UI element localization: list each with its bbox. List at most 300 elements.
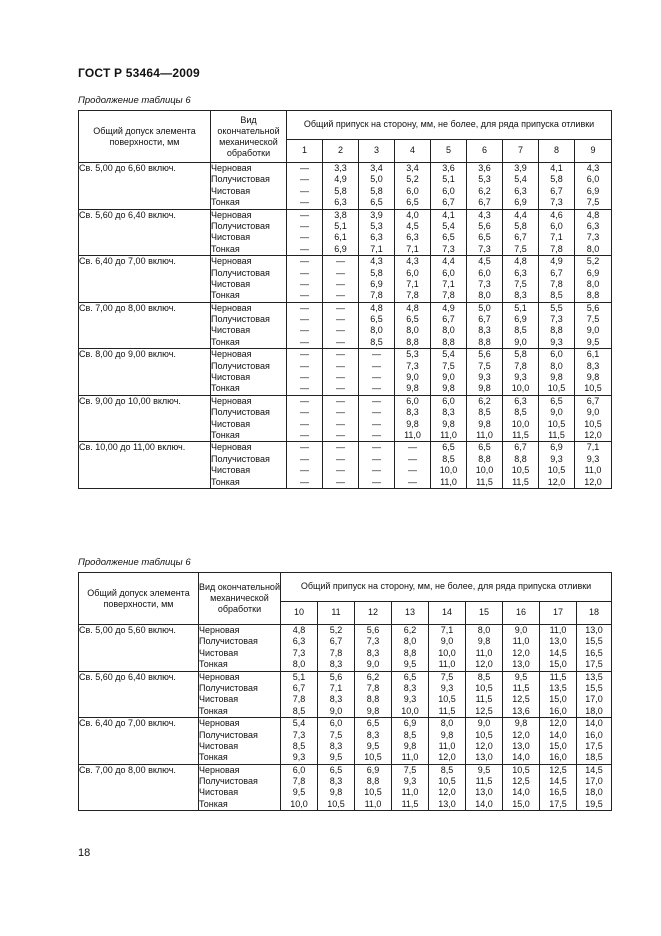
allowance-value: 9,0 [477,718,491,729]
allowance-value: 11,0 [404,429,421,440]
allowance-cell [431,442,467,489]
allowance-value: — [408,442,417,453]
allowance-value: 13,5 [549,682,567,693]
allowance-value: 8,0 [442,325,455,336]
allowance-cell [431,209,467,256]
allowance-value: 6,0 [406,267,419,278]
allowance-value: 9,8 [440,729,454,740]
allowance-value: 8,0 [440,718,454,729]
allowance-value: — [336,465,345,476]
allowance-cell [395,163,431,210]
allowance-value: 13,0 [475,787,493,798]
surface-tolerance-cell: Св. 8,00 до 9,00 включ. [79,349,211,396]
allowance-value: 9,8 [403,740,417,751]
allowance-value: 9,5 [329,752,343,763]
allowance-value: — [300,360,309,371]
allowance-value: — [300,290,309,301]
allowance-value: 6,0 [442,267,455,278]
allowance-value: 9,3 [292,752,306,763]
finish-type-label: Чистовая [211,418,251,429]
allowance-cell [429,764,466,811]
allowance-cell [287,302,323,349]
allowance-value: — [372,465,381,476]
table-caption: Продолжение таблицы 6 [78,557,191,568]
allowance-value: — [336,407,345,418]
allowance-value: 6,0 [329,718,343,729]
allowance-value: 6,3 [334,197,347,208]
allowance-cell [323,349,359,396]
allowance-value: 6,9 [334,243,347,254]
allowance-cell [540,625,577,672]
allowance-value: — [300,429,309,440]
finish-type-label: Получистовая [199,776,258,787]
allowance-value: 4,8 [586,209,600,220]
allowance-value: 8,5 [442,453,455,464]
allowance-value: 6,2 [366,671,380,682]
finish-type-label: Получистовая [211,453,270,464]
allowance-cell [355,764,392,811]
finish-type-label: Черновая [211,302,252,313]
allowance-value: 5,2 [329,625,343,635]
allowance-value: 12,0 [475,659,493,670]
allowance-value: — [408,465,417,476]
allowance-value: 4,8 [406,302,419,313]
allowance-value: — [336,476,345,487]
allowance-value: 6,0 [292,764,306,775]
allowance-value: 10,5 [475,682,493,693]
allowance-value: 9,8 [406,383,419,394]
allowance-value: 16,5 [585,647,603,658]
allowance-value: 9,3 [403,776,417,787]
allowance-value: 5,5 [550,302,563,313]
allowance-value: 7,5 [442,360,455,371]
allowance-value: 8,0 [586,243,600,254]
allowance-value: 6,3 [370,232,383,243]
grade-header: 6 [467,140,503,163]
allowance-value: 9,0 [440,636,454,647]
allowance-cell [540,718,577,765]
allowance-value: 6,5 [406,197,419,208]
finish-type-label: Черновая [211,395,252,406]
allowance-value: 3,9 [370,209,383,220]
allowance-value: 6,5 [406,314,419,325]
allowance-cell [575,442,612,489]
allowance-cell [429,671,466,718]
allowance-value: 4,3 [370,256,383,267]
allowance-value: 6,7 [550,267,563,278]
table-row [79,163,612,210]
allowance-value: — [300,185,309,196]
allowance-cell [355,671,392,718]
allowance-value: — [300,209,309,220]
allowance-value: 5,4 [442,220,455,231]
allowance-value: 6,0 [406,395,419,406]
allowance-value: — [336,429,345,440]
table-caption: Продолжение таблицы 6 [78,95,191,106]
allowance-value: 5,1 [292,671,306,682]
table-row [79,442,612,489]
finish-type-label: Тонкая [199,659,228,670]
allowance-value: 4,8 [514,256,527,267]
header-surface-tolerance: Общий допуск элемента поверхности, мм [79,573,199,625]
allowance-value: — [372,395,381,406]
allowance-value: 4,9 [550,256,563,267]
allowance-value: 9,3 [586,453,600,464]
allowance-cell [575,209,612,256]
allowance-cell [287,163,323,210]
allowance-value: 11,5 [512,429,529,440]
allowance-value: 6,7 [514,442,527,453]
allowance-value: 9,8 [586,372,600,383]
surface-tolerance-cell: Св. 10,00 до 11,00 включ. [79,442,211,489]
allowance-value: 11,0 [440,429,457,440]
allowance-cell [575,163,612,210]
allowance-value: 8,3 [442,407,455,418]
table-row [79,256,612,303]
allowance-value: 11,0 [584,465,602,476]
allowance-value: 4,1 [550,163,563,173]
allowance-value: 4,9 [442,302,455,313]
allowance-cell [575,395,612,442]
allowance-value: 4,3 [586,163,600,173]
allowance-value: 6,3 [514,395,527,406]
allowance-value: 6,0 [586,174,600,185]
allowance-value: 10,5 [438,776,456,787]
allowance-value: 8,5 [550,290,563,301]
allowance-value: 7,3 [550,314,563,325]
allowance-value: 6,3 [514,267,527,278]
allowance-cell [431,349,467,396]
allowance-cell [323,163,359,210]
allowance-value: 7,8 [514,360,527,371]
allowance-value: 7,8 [550,243,563,254]
allowance-value: 10,0 [438,647,456,658]
allowance-value: 7,3 [478,243,491,254]
allowance-cell [395,442,431,489]
allowance-value: 5,3 [370,220,383,231]
allowance-value: 8,5 [477,671,491,682]
finish-type-label: Черновая [211,163,252,173]
finish-type-label: Тонкая [211,336,240,347]
allowance-value: — [300,395,309,406]
grade-header: 16 [503,602,540,625]
allowance-value: 8,8 [366,776,380,787]
allowance-value: 9,3 [440,682,454,693]
allowance-value: 4,3 [478,209,491,220]
finish-type-cell [211,302,287,349]
allowance-value: 14,5 [549,776,567,787]
allowance-cell [281,764,318,811]
allowance-value: 15,0 [549,694,567,705]
allowance-value: 8,3 [329,740,343,751]
allowance-value: 13,0 [475,752,493,763]
allowance-value: 3,6 [442,163,455,173]
allowance-cell [467,163,503,210]
allowance-value: 18,0 [585,787,603,798]
allowance-value: 10,5 [327,798,345,809]
allowance-value: 17,5 [585,659,603,670]
allowance-value: 9,5 [403,659,417,670]
allowance-value: 11,0 [440,476,457,487]
allowance-value: 4,5 [478,256,491,267]
allowance-value: 8,8 [406,336,419,347]
allowance-value: 6,5 [329,764,343,775]
allowance-value: 7,5 [514,278,527,289]
allowance-value: 8,8 [478,336,491,347]
allowance-value: 12,0 [438,752,456,763]
allowance-cell [467,209,503,256]
allowance-value: 10,5 [364,787,382,798]
grade-header: 14 [429,602,466,625]
allowance-value: — [372,407,381,418]
allowance-value: 6,9 [586,185,600,196]
allowance-value: 10,5 [512,764,530,775]
allowance-value: 6,5 [442,232,455,243]
allowance-value: 6,0 [442,185,455,196]
allowance-value: 5,6 [329,671,343,682]
allowance-value: 14,0 [549,729,567,740]
allowance-cell [429,625,466,672]
allowance-value: 7,3 [366,636,380,647]
allowance-value: 7,1 [440,625,454,635]
allowance-value: 8,5 [514,407,527,418]
allowance-value: 8,0 [406,325,419,336]
allowance-value: 9,0 [550,407,563,418]
allowance-value: 6,9 [366,764,380,775]
allowance-value: — [372,372,381,383]
allowance-value: 4,4 [442,256,455,267]
allowance-value: 7,3 [442,243,455,254]
allowance-value: 14,5 [585,764,603,775]
allowance-value: 7,3 [478,278,491,289]
allowance-cell [577,625,612,672]
grade-header: 11 [318,602,355,625]
allowance-value: — [300,197,309,208]
allowance-value: 13,0 [549,636,567,647]
allowance-value: — [300,349,309,360]
finish-type-label: Черновая [199,764,240,775]
allowance-value: 8,3 [406,407,419,418]
surface-tolerance-cell: Св. 5,00 до 6,60 включ. [79,163,211,210]
allowance-value: — [336,372,345,383]
allowance-cell [466,625,503,672]
allowance-value: 8,0 [370,325,383,336]
allowance-value: 12,0 [475,740,493,751]
allowance-value: 12,5 [512,776,530,787]
allowance-value: — [372,429,381,440]
allowance-value: — [300,314,309,325]
allowance-value: 11,0 [401,787,419,798]
allowance-value: 10,0 [511,383,530,394]
document-title: ГОСТ Р 53464—2009 [78,66,200,80]
allowance-value: 6,2 [478,395,491,406]
allowance-value: 8,8 [366,694,380,705]
grade-header: 1 [287,140,323,163]
allowance-value: 9,3 [514,372,527,383]
allowance-cell [429,718,466,765]
allowance-cell [503,395,539,442]
allowance-value: 4,9 [334,174,347,185]
allowance-cell [395,349,431,396]
finish-type-label: Тонкая [211,383,240,394]
allowance-cell [287,256,323,303]
grade-header: 17 [540,602,577,625]
allowance-cell [359,442,395,489]
finish-type-label: Чистовая [211,185,251,196]
allowance-value: 9,8 [366,705,380,716]
header-surface-tolerance: Общий допуск элемента поверхности, мм [79,111,211,163]
allowance-value: 6,0 [478,267,491,278]
finish-type-label: Получистовая [199,729,258,740]
allowance-value: 3,4 [406,163,419,173]
allowance-value: 9,5 [586,336,600,347]
allowance-value: 6,5 [366,718,380,729]
allowance-value: 9,5 [477,764,491,775]
allowance-cell [395,256,431,303]
finish-type-label: Черновая [211,349,252,360]
allowance-value: 7,3 [292,729,306,740]
allowance-value: — [372,349,381,360]
allowance-value: 9,8 [442,383,455,394]
allowance-cell [323,302,359,349]
allowance-value: 4,6 [550,209,563,220]
allowance-value: — [336,290,345,301]
allowance-cell [575,349,612,396]
allowance-value: — [300,418,309,429]
allowance-cell [281,718,318,765]
allowance-value: 6,7 [514,232,527,243]
allowance-value: 10,5 [584,418,602,429]
allowance-value: 10,5 [438,694,456,705]
allowance-value: 12,0 [549,718,567,729]
allowance-value: 5,2 [586,256,600,267]
allowance-value: 7,8 [329,647,343,658]
allowance-value: 11,5 [438,705,456,716]
allowance-value: 8,0 [292,659,306,670]
allowance-value: 10,5 [584,383,602,394]
allowance-value: 5,6 [478,220,491,231]
allowance-value: 9,8 [478,418,491,429]
allowance-value: 11,5 [401,798,419,809]
grade-header: 3 [359,140,395,163]
allowance-cell [318,718,355,765]
allowance-cell [395,395,431,442]
finish-type-label: Черновая [199,625,240,635]
allowance-value: 9,8 [550,372,563,383]
allowance-value: 6,2 [403,625,417,635]
allowance-value: 3,3 [334,163,347,173]
allowance-value: 15,5 [585,682,603,693]
allowance-value: — [336,256,345,267]
allowance-cell [287,395,323,442]
allowance-cell [359,256,395,303]
allowance-value: 7,8 [370,290,383,301]
allowance-cell [540,671,577,718]
finish-type-label: Чистовая [199,647,239,658]
allowance-value: 7,8 [406,290,419,301]
allowance-cell [359,209,395,256]
allowance-value: — [372,476,381,487]
allowance-value: — [336,314,345,325]
allowance-value: 5,6 [478,349,491,360]
allowance-cell [359,163,395,210]
allowance-value: 12,5 [512,694,530,705]
allowance-value: 12,0 [584,429,602,440]
allowance-value: 7,3 [586,232,600,243]
grade-header: 2 [323,140,359,163]
allowance-cell [392,718,429,765]
allowance-value: 6,5 [403,671,417,682]
allowance-value: 16,0 [585,729,603,740]
allowance-value: 8,3 [586,360,600,371]
allowance-value: 8,8 [403,647,417,658]
allowance-value: 5,1 [334,220,347,231]
allowance-value: 8,8 [550,325,563,336]
allowance-value: 3,9 [514,163,527,173]
grade-header: 10 [281,602,318,625]
allowance-value: 6,7 [329,636,343,647]
allowance-cell [318,764,355,811]
allowance-value: 7,8 [292,694,306,705]
finish-type-label: Тонкая [199,705,228,716]
allowance-value: — [372,418,381,429]
allowance-value: 10,0 [401,705,419,716]
allowance-value: — [300,174,309,185]
allowance-value: 13,6 [512,705,530,716]
table-row [79,302,612,349]
table-row [79,671,612,718]
allowance-value: 14,0 [475,798,493,809]
allowance-value: 4,8 [292,625,306,635]
allowance-value: 6,0 [550,220,563,231]
allowance-value: 8,8 [586,290,600,301]
allowance-value: 8,5 [292,740,306,751]
allowance-value: 11,5 [475,776,493,787]
allowance-value: 11,5 [548,429,565,440]
allowance-value: 6,5 [370,197,383,208]
allowance-cell [287,209,323,256]
allowance-value: 8,0 [477,625,491,635]
allowance-value: 9,0 [366,659,380,670]
grade-header: 18 [577,602,612,625]
allowance-value: 17,0 [585,694,603,705]
allowance-value: 7,5 [514,243,527,254]
allowance-value: 9,5 [366,740,380,751]
allowance-value: 10,5 [547,418,566,429]
grade-header: 15 [466,602,503,625]
allowance-value: — [300,453,309,464]
header-finish-type: Вид окончательной механической обработки [211,111,287,163]
surface-tolerance-cell: Св. 6,40 до 7,00 включ. [79,718,199,765]
allowance-value: 12,0 [512,729,530,740]
header-finish-type: Вид окончательной механической обработки [199,573,281,625]
allowance-value: 7,5 [329,729,343,740]
allowance-cell [323,395,359,442]
allowance-value: — [300,302,309,313]
allowance-value: 5,4 [292,718,306,729]
allowance-value: 12,0 [584,476,602,487]
allowance-value: 8,0 [403,636,417,647]
allowance-value: 13,0 [438,798,456,809]
allowance-value: 3,4 [370,163,383,173]
allowance-value: 5,3 [406,349,419,360]
allowance-value: 7,3 [292,647,306,658]
allowance-value: — [336,418,345,429]
allowance-value: 13,0 [512,740,530,751]
allowance-cell [359,302,395,349]
allowance-value: — [300,407,309,418]
surface-tolerance-cell: Св. 6,40 до 7,00 включ. [79,256,211,303]
